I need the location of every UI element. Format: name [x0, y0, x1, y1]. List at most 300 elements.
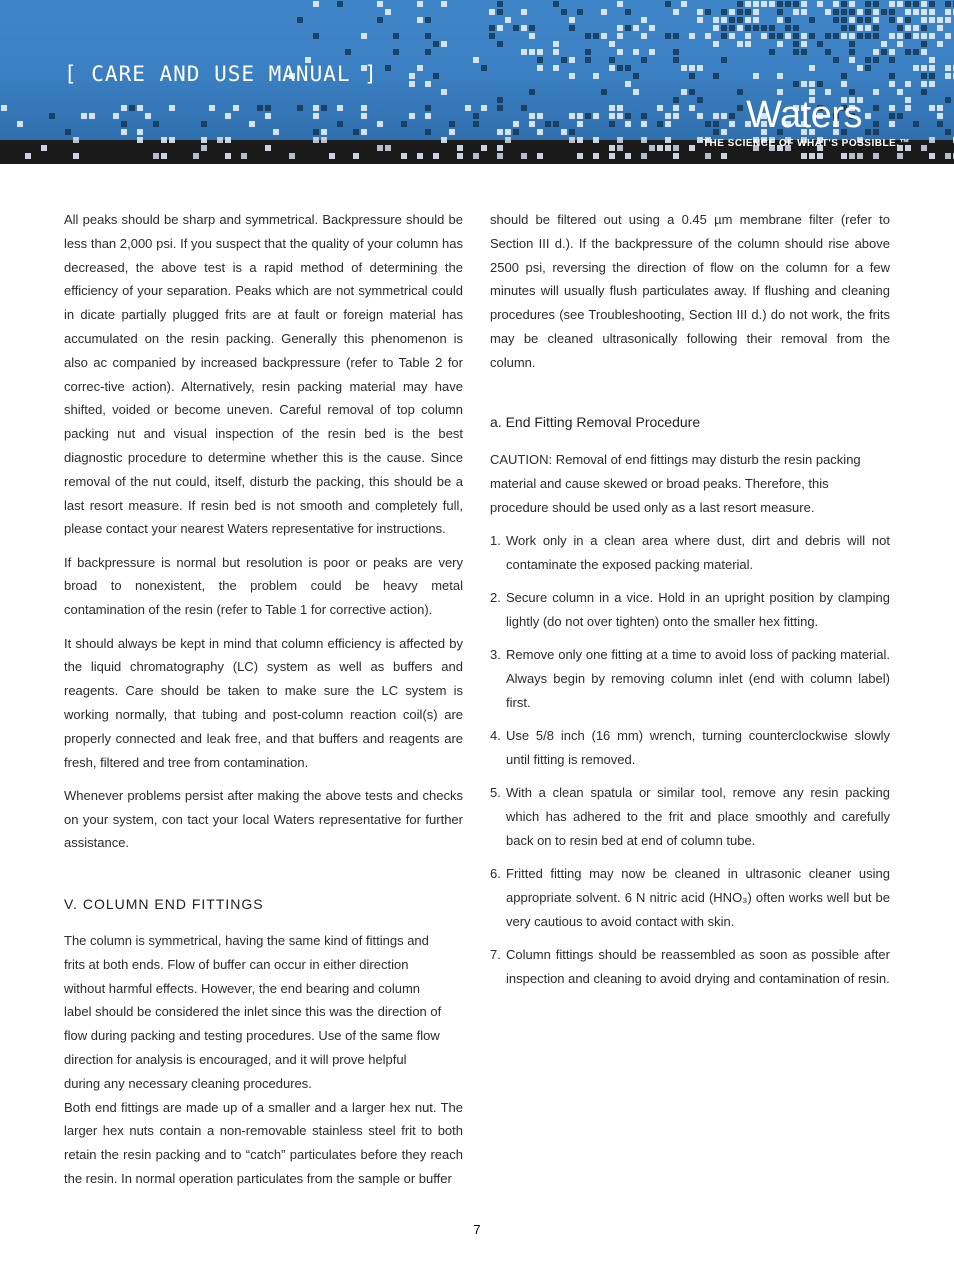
pixel-square	[225, 153, 231, 159]
pixel-square	[425, 81, 431, 87]
pixel-square	[601, 89, 607, 95]
pixel-square	[665, 145, 671, 151]
pixel-square	[753, 73, 759, 79]
pixel-square	[137, 137, 143, 143]
pixel-square	[737, 25, 743, 31]
pixel-square	[385, 9, 391, 15]
pixel-square	[873, 57, 879, 63]
pixel-square	[857, 33, 863, 39]
pixel-square	[161, 137, 167, 143]
pixel-square	[569, 113, 575, 119]
pixel-square	[625, 121, 631, 127]
pixel-square	[441, 89, 447, 95]
pixel-square	[665, 33, 671, 39]
pixel-square	[921, 33, 927, 39]
pixel-square	[481, 105, 487, 111]
pixel-square	[313, 105, 319, 111]
pixel-square	[937, 113, 943, 119]
pixel-square	[913, 33, 919, 39]
pixel-square	[849, 17, 855, 23]
pixel-square	[809, 33, 815, 39]
pixel-square	[193, 153, 199, 159]
pixel-square	[777, 33, 783, 39]
pixel-square	[473, 113, 479, 119]
pixel-square	[641, 121, 647, 127]
pixel-square	[785, 33, 791, 39]
pixel-square	[449, 129, 455, 135]
pixel-square	[745, 41, 751, 47]
pixel-square	[497, 129, 503, 135]
pixel-square	[793, 81, 799, 87]
pixel-square	[497, 145, 503, 151]
pixel-square	[697, 97, 703, 103]
pixel-square	[753, 25, 759, 31]
pixel-square	[617, 113, 623, 119]
pixel-square	[529, 33, 535, 39]
list-item	[490, 529, 890, 577]
pixel-square	[561, 57, 567, 63]
pixel-square	[313, 137, 319, 143]
pixel-square	[929, 137, 935, 143]
pixel-square	[729, 9, 735, 15]
pixel-square	[921, 49, 927, 55]
pixel-square	[945, 65, 951, 71]
pixel-square	[713, 129, 719, 135]
pixel-square	[265, 113, 271, 119]
pixel-square	[705, 33, 711, 39]
pixel-square	[137, 105, 143, 111]
pixel-square	[361, 129, 367, 135]
pixel-square	[425, 17, 431, 23]
pixel-square	[745, 33, 751, 39]
pixel-square	[801, 9, 807, 15]
paragraph: It should always be kept in mind that column efficiency is affected by the liquid chromatography (LC) system as well as buffers and reagents. Care should be taken to make sure the LC system is working normally, that tubing and post-column reaction coil(s) are properly connected and leak free, and that buffers and reagents are fresh, filtered and tree from contamination.	[64, 635, 463, 770]
pixel-square	[569, 73, 575, 79]
pixel-square	[873, 105, 879, 111]
pixel-square	[873, 153, 879, 159]
paragraph: Both end fittings are made up of a smaller and a larger hex nut. The larger hex nuts contain a non-removable stainless steel frit to both retain the resin packing and to “catch” particulates before they reach the resin. In normal operation particulates from the sample or buffer	[64, 1099, 463, 1186]
pixel-square	[297, 17, 303, 23]
pixel-square	[393, 33, 399, 39]
step-number: 6.	[490, 866, 501, 882]
pixel-square	[113, 113, 119, 119]
pixel-square	[129, 105, 135, 111]
pixel-square	[425, 113, 431, 119]
pixel-square	[833, 9, 839, 15]
section-heading: V. COLUMN END FITTINGS	[64, 896, 264, 913]
pixel-square	[481, 65, 487, 71]
pixel-square	[529, 113, 535, 119]
pixel-square	[145, 113, 151, 119]
pixel-square	[201, 137, 207, 143]
pixel-square	[873, 129, 879, 135]
pixel-square	[489, 9, 495, 15]
pixel-square	[921, 81, 927, 87]
pixel-square	[633, 25, 639, 31]
pixel-square	[121, 121, 127, 127]
header-banner	[0, 0, 954, 164]
pixel-square	[809, 17, 815, 23]
pixel-square	[121, 105, 127, 111]
pixel-square	[705, 153, 711, 159]
pixel-square	[609, 57, 615, 63]
pixel-square	[625, 153, 631, 159]
pixel-square	[785, 17, 791, 23]
pixel-square	[841, 9, 847, 15]
pixel-square	[865, 25, 871, 31]
pixel-square	[441, 41, 447, 47]
pixel-square	[849, 33, 855, 39]
pixel-square	[121, 129, 127, 135]
pixel-square	[929, 81, 935, 87]
pixel-square	[713, 113, 719, 119]
pixel-square	[889, 73, 895, 79]
pixel-square	[649, 49, 655, 55]
pixel-square	[537, 65, 543, 71]
pixel-square	[889, 17, 895, 23]
pixel-square	[353, 129, 359, 135]
pixel-square	[633, 49, 639, 55]
pixel-square	[377, 1, 383, 7]
pixel-square	[841, 1, 847, 7]
pixel-square	[553, 41, 559, 47]
pixel-square	[897, 17, 903, 23]
pixel-square	[729, 121, 735, 127]
pixel-square	[937, 121, 943, 127]
pixel-square	[689, 105, 695, 111]
pixel-square	[617, 137, 623, 143]
pixel-square	[521, 25, 527, 31]
pixel-square	[873, 49, 879, 55]
pixel-square	[697, 9, 703, 15]
pixel-square	[705, 121, 711, 127]
tagline: THE SCIENCE OF WHAT'S POSSIBLE.™	[702, 138, 910, 149]
pixel-square	[569, 57, 575, 63]
pixel-square	[257, 105, 263, 111]
pixel-square	[721, 153, 727, 159]
pixel-square	[449, 121, 455, 127]
list-item	[490, 724, 890, 772]
pixel-square	[657, 121, 663, 127]
pixel-square	[569, 25, 575, 31]
paragraph: If backpressure is normal but resolution is poor or peaks are very broad to nonexistent, the problem could be heavy metal contamination of the resin (refer to Table 1 for corrective action).	[64, 554, 463, 618]
pixel-square	[817, 81, 823, 87]
pixel-square	[153, 153, 159, 159]
pixel-square	[801, 1, 807, 7]
pixel-square	[881, 41, 887, 47]
pixel-square	[673, 33, 679, 39]
pixel-square	[689, 89, 695, 95]
pixel-square	[489, 33, 495, 39]
pixel-square	[809, 65, 815, 71]
pixel-square	[913, 25, 919, 31]
pixel-square	[689, 73, 695, 79]
pixel-square	[945, 97, 951, 103]
pixel-square	[649, 25, 655, 31]
pixel-square	[929, 9, 935, 15]
pixel-square	[201, 145, 207, 151]
pixel-square	[897, 113, 903, 119]
pixel-square	[801, 33, 807, 39]
pixel-square	[937, 105, 943, 111]
pixel-square	[617, 105, 623, 111]
pixel-square	[841, 33, 847, 39]
pixel-square	[497, 9, 503, 15]
pixel-square	[681, 65, 687, 71]
pixel-square	[713, 121, 719, 127]
pixel-square	[425, 33, 431, 39]
pixel-square	[689, 65, 695, 71]
pixel-square	[793, 33, 799, 39]
pixel-square	[553, 65, 559, 71]
pixel-square	[849, 1, 855, 7]
pixel-square	[241, 153, 247, 159]
pixel-square	[729, 17, 735, 23]
pixel-square	[25, 153, 31, 159]
pixel-square	[377, 121, 383, 127]
pixel-square	[673, 9, 679, 15]
pixel-square	[441, 137, 447, 143]
paragraph: Whenever problems persist after making the above tests and checks on your system, con tact your local Waters representative for further assistance.	[64, 787, 463, 851]
pixel-square	[169, 137, 175, 143]
pixel-square	[801, 49, 807, 55]
pixel-square	[553, 49, 559, 55]
pixel-square	[161, 153, 167, 159]
pixel-square	[721, 57, 727, 63]
pixel-square	[745, 25, 751, 31]
pixel-square	[537, 113, 543, 119]
pixel-square	[889, 81, 895, 87]
pixel-square	[833, 17, 839, 23]
pixel-square	[321, 129, 327, 135]
pixel-square	[617, 33, 623, 39]
pixel-square	[673, 97, 679, 103]
pixel-square	[641, 33, 647, 39]
pixel-square	[801, 153, 807, 159]
pixel-square	[721, 25, 727, 31]
pixel-square	[673, 57, 679, 63]
pixel-square	[753, 17, 759, 23]
pixel-square	[225, 113, 231, 119]
pixel-square	[777, 73, 783, 79]
pixel-square	[737, 9, 743, 15]
pixel-square	[777, 1, 783, 7]
pixel-square	[769, 49, 775, 55]
list-item	[490, 586, 890, 634]
pixel-square	[929, 73, 935, 79]
list-item	[490, 862, 890, 933]
pixel-square	[321, 105, 327, 111]
pixel-square	[441, 1, 447, 7]
pixel-square	[921, 73, 927, 79]
pixel-square	[49, 113, 55, 119]
pixel-square	[913, 65, 919, 71]
pixel-square	[921, 41, 927, 47]
pixel-square	[1, 105, 7, 111]
pixel-square	[873, 25, 879, 31]
pixel-square	[825, 33, 831, 39]
pixel-square	[889, 1, 895, 7]
pixel-square	[721, 113, 727, 119]
pixel-square	[409, 73, 415, 79]
pixel-square	[713, 25, 719, 31]
pixel-square	[505, 129, 511, 135]
pixel-square	[521, 9, 527, 15]
pixel-square	[873, 33, 879, 39]
pixel-square	[865, 65, 871, 71]
pixel-square	[633, 89, 639, 95]
pixel-square	[809, 81, 815, 87]
pixel-square	[881, 9, 887, 15]
pixel-square	[337, 105, 343, 111]
pixel-square	[905, 1, 911, 7]
pixel-square	[849, 25, 855, 31]
pixel-square	[673, 105, 679, 111]
pixel-square	[401, 153, 407, 159]
pixel-square	[897, 153, 903, 159]
pixel-square	[545, 121, 551, 127]
pixel-square	[529, 49, 535, 55]
pixel-square	[521, 49, 527, 55]
pixel-square	[681, 89, 687, 95]
pixel-square	[417, 153, 423, 159]
pixel-square	[841, 17, 847, 23]
pixel-square	[433, 73, 439, 79]
pixel-square	[617, 145, 623, 151]
pixel-square	[385, 145, 391, 151]
pixel-square	[865, 9, 871, 15]
pixel-square	[625, 113, 631, 119]
pixel-square	[473, 153, 479, 159]
pixel-square	[473, 57, 479, 63]
pixel-square	[937, 25, 943, 31]
pixel-square	[921, 145, 927, 151]
pixel-square	[609, 153, 615, 159]
pixel-square	[905, 33, 911, 39]
pixel-square	[401, 121, 407, 127]
pixel-square	[705, 9, 711, 15]
pixel-square	[617, 1, 623, 7]
pixel-square	[873, 9, 879, 15]
pixel-square	[817, 1, 823, 7]
pixel-square	[841, 81, 847, 87]
pixel-square	[673, 113, 679, 119]
pixel-square	[921, 25, 927, 31]
pixel-square	[937, 41, 943, 47]
pixel-square	[945, 129, 951, 135]
pixel-square	[945, 1, 951, 7]
pixel-square	[577, 9, 583, 15]
pixel-square	[625, 65, 631, 71]
pixel-square	[313, 33, 319, 39]
pixel-square	[929, 57, 935, 63]
pixel-square	[889, 121, 895, 127]
pixel-square	[209, 105, 215, 111]
pixel-square	[825, 9, 831, 15]
pixel-square	[721, 17, 727, 23]
pixel-square	[721, 33, 727, 39]
pixel-square	[697, 65, 703, 71]
pixel-square	[425, 49, 431, 55]
step-number: 2.	[490, 590, 501, 606]
pixel-square	[865, 17, 871, 23]
pixel-square	[81, 113, 87, 119]
pixel-square	[609, 145, 615, 151]
pixel-square	[513, 129, 519, 135]
pixel-square	[585, 49, 591, 55]
pixel-square	[537, 153, 543, 159]
pixel-square	[529, 121, 535, 127]
pixel-square	[793, 25, 799, 31]
step-text: Remove only one fitting at a time to avoid loss of packing material. Always begin by removing column inlet (end with column label) first.	[506, 647, 890, 711]
pixel-square	[641, 113, 647, 119]
pixel-square	[769, 33, 775, 39]
pixel-square	[665, 121, 671, 127]
pixel-square	[337, 121, 343, 127]
procedure-list	[490, 529, 890, 991]
pixel-square	[865, 57, 871, 63]
pixel-square	[721, 9, 727, 15]
pixel-square	[249, 121, 255, 127]
pixel-square	[625, 25, 631, 31]
pixel-square	[897, 1, 903, 7]
pixel-square	[905, 81, 911, 87]
pixel-square	[89, 113, 95, 119]
pixel-square	[665, 113, 671, 119]
pixel-square	[673, 153, 679, 159]
pixel-square	[657, 105, 663, 111]
pixel-square	[265, 145, 271, 151]
pixel-square	[897, 33, 903, 39]
pixel-square	[609, 65, 615, 71]
pixel-square	[881, 49, 887, 55]
pixel-square	[905, 97, 911, 103]
left-column	[64, 208, 463, 1200]
pixel-square	[409, 113, 415, 119]
pixel-square	[321, 137, 327, 143]
pixel-square	[497, 105, 503, 111]
pixel-square	[761, 33, 767, 39]
pixel-square	[913, 9, 919, 15]
pixel-square	[497, 1, 503, 7]
pixel-square	[481, 145, 487, 151]
pixel-square	[865, 113, 871, 119]
pixel-square	[929, 105, 935, 111]
pixel-square	[897, 25, 903, 31]
pixel-square	[649, 145, 655, 151]
pixel-square	[921, 1, 927, 7]
pixel-square	[785, 1, 791, 7]
pixel-square	[409, 81, 415, 87]
pixel-square	[681, 1, 687, 7]
right-column	[490, 208, 890, 1000]
pixel-square	[945, 17, 951, 23]
pixel-square	[857, 153, 863, 159]
pixel-square	[385, 65, 391, 71]
pixel-square	[497, 153, 503, 159]
pixel-square	[617, 49, 623, 55]
pixel-square	[873, 17, 879, 23]
pixel-square	[433, 41, 439, 47]
pixel-square	[233, 105, 239, 111]
pixel-square	[657, 145, 663, 151]
pixel-square	[793, 1, 799, 7]
pixel-square	[889, 33, 895, 39]
pixel-square	[865, 129, 871, 135]
pixel-square	[265, 105, 271, 111]
pixel-square	[745, 1, 751, 7]
pixel-square	[73, 153, 79, 159]
